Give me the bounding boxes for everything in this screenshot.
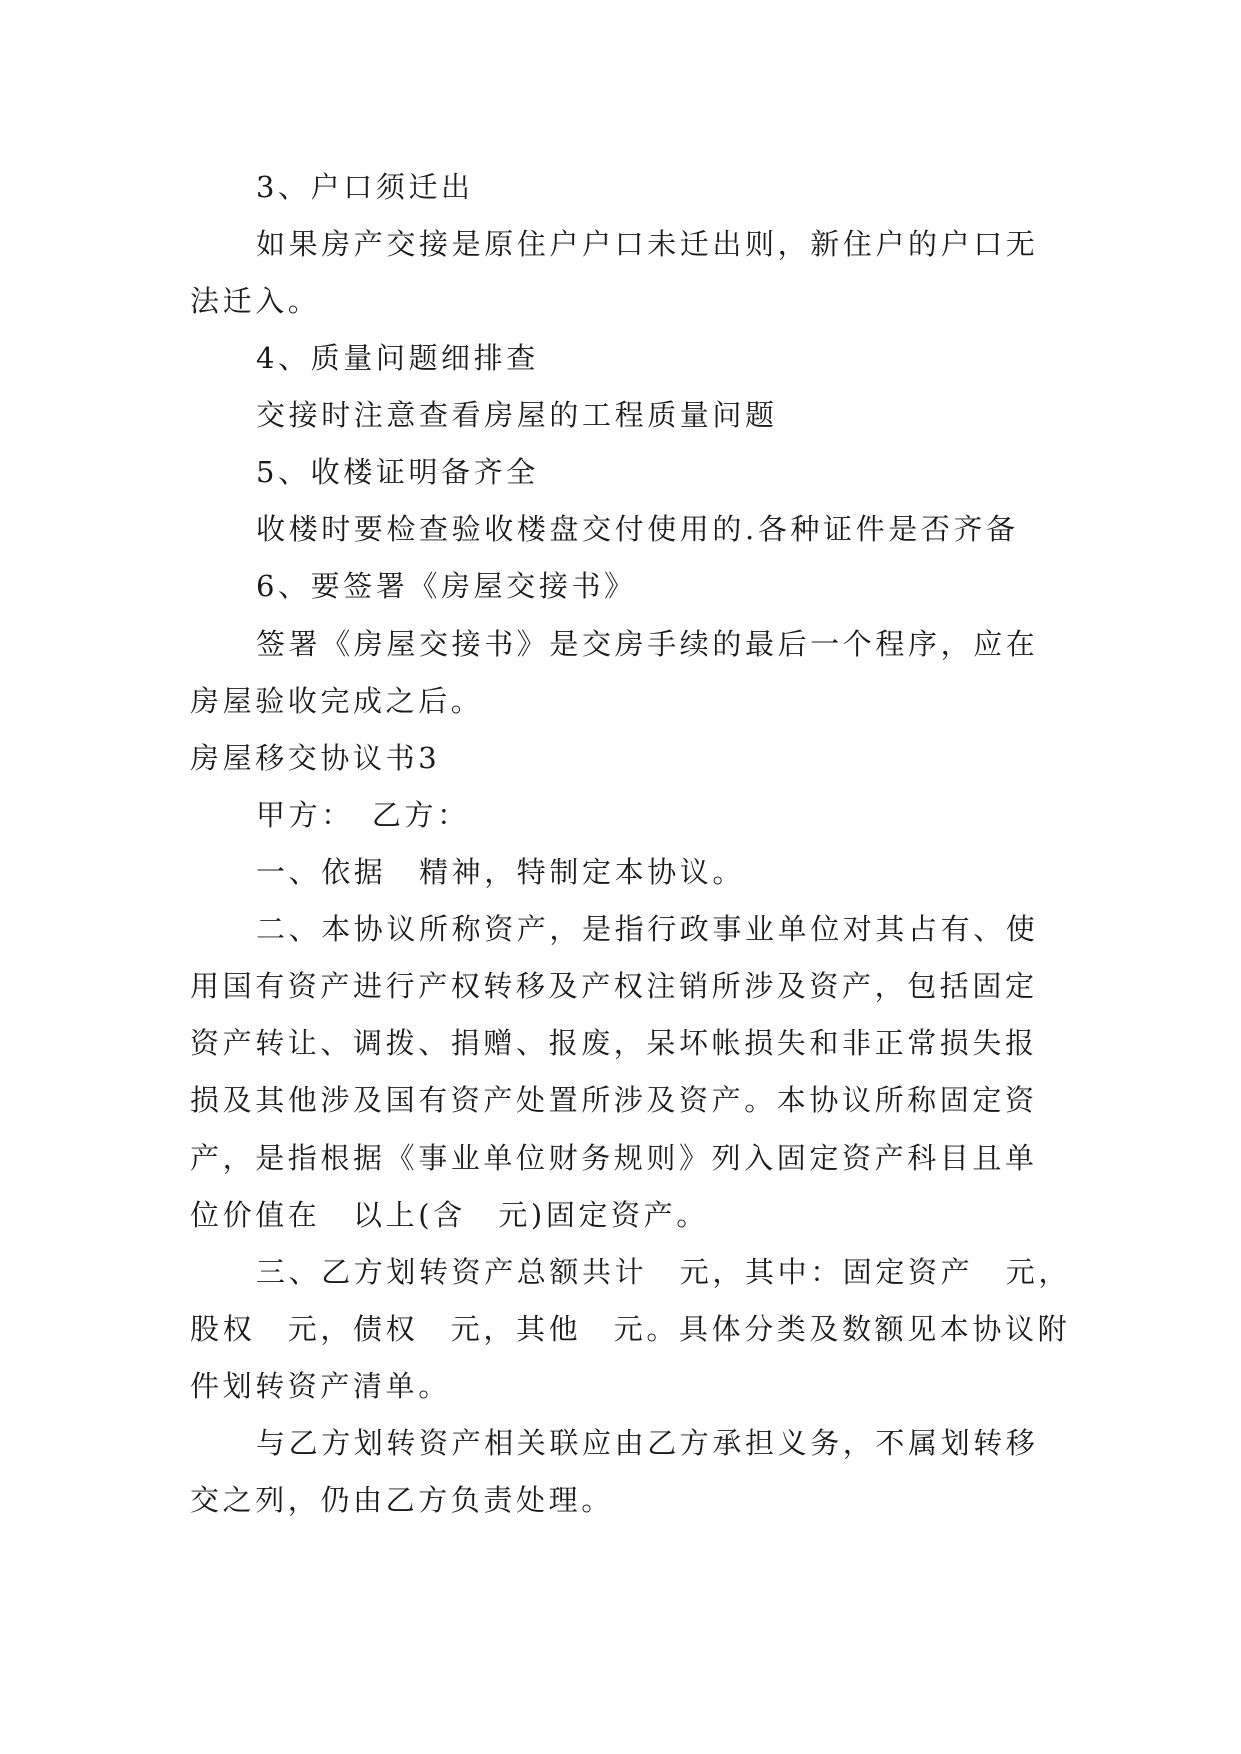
paragraph-line: 签署《房屋交接书》是交房手续的最后一个程序，应在 <box>256 627 1039 661</box>
paragraph-line: 产，是指根据《事业单位财务规则》列入固定资产科目且单 <box>190 1141 1038 1175</box>
paragraph-line: 收楼时要检查验收楼盘交付使用的.各种证件是否齐备 <box>256 512 1019 546</box>
section-heading-4: 4、质量问题细排查 <box>256 341 539 375</box>
paragraph-line: 法迁入。 <box>190 284 321 318</box>
section-heading-5: 5、收楼证明备齐全 <box>256 455 539 489</box>
paragraph-line: 交接时注意查看房屋的工程质量问题 <box>256 398 778 432</box>
clause-1: 一、依据 精神，特制定本协议。 <box>256 855 746 889</box>
paragraph-line: 交之列，仍由乙方负责处理。 <box>190 1483 614 1517</box>
parties-line: 甲方： 乙方： <box>256 798 470 832</box>
clause-3: 三、乙方划转资产总额共计 元，其中：固定资产 元， <box>256 1255 1072 1289</box>
section-heading-6: 6、要签署《房屋交接书》 <box>256 569 637 603</box>
paragraph-line: 位价值在 以上(含 元)固定资产。 <box>190 1198 709 1232</box>
paragraph-line: 房屋验收完成之后。 <box>190 684 484 718</box>
document-title: 房屋移交协议书3 <box>190 741 441 775</box>
paragraph-line: 与乙方划转资产相关联应由乙方承担义务，不属划转移 <box>256 1426 1039 1460</box>
paragraph-line: 资产转让、调拨、捐赠、报废，呆坏帐损失和非正常损失报 <box>190 1026 1038 1060</box>
paragraph-line: 损及其他涉及国有资产处置所涉及资产。本协议所称固定资 <box>190 1083 1038 1117</box>
paragraph-line: 用国有资产进行产权转移及产权注销所涉及资产，包括固定 <box>190 969 1038 1003</box>
paragraph-line: 件划转资产清单。 <box>190 1369 451 1403</box>
paragraph-line: 股权 元，债权 元，其他 元。具体分类及数额见本协议附 <box>190 1312 1071 1346</box>
paragraph-line: 如果房产交接是原住户户口未迁出则，新住户的户口无 <box>256 227 1039 261</box>
section-heading-3: 3、户口须迁出 <box>256 170 474 204</box>
clause-2: 二、本协议所称资产，是指行政事业单位对其占有、使 <box>256 912 1039 946</box>
